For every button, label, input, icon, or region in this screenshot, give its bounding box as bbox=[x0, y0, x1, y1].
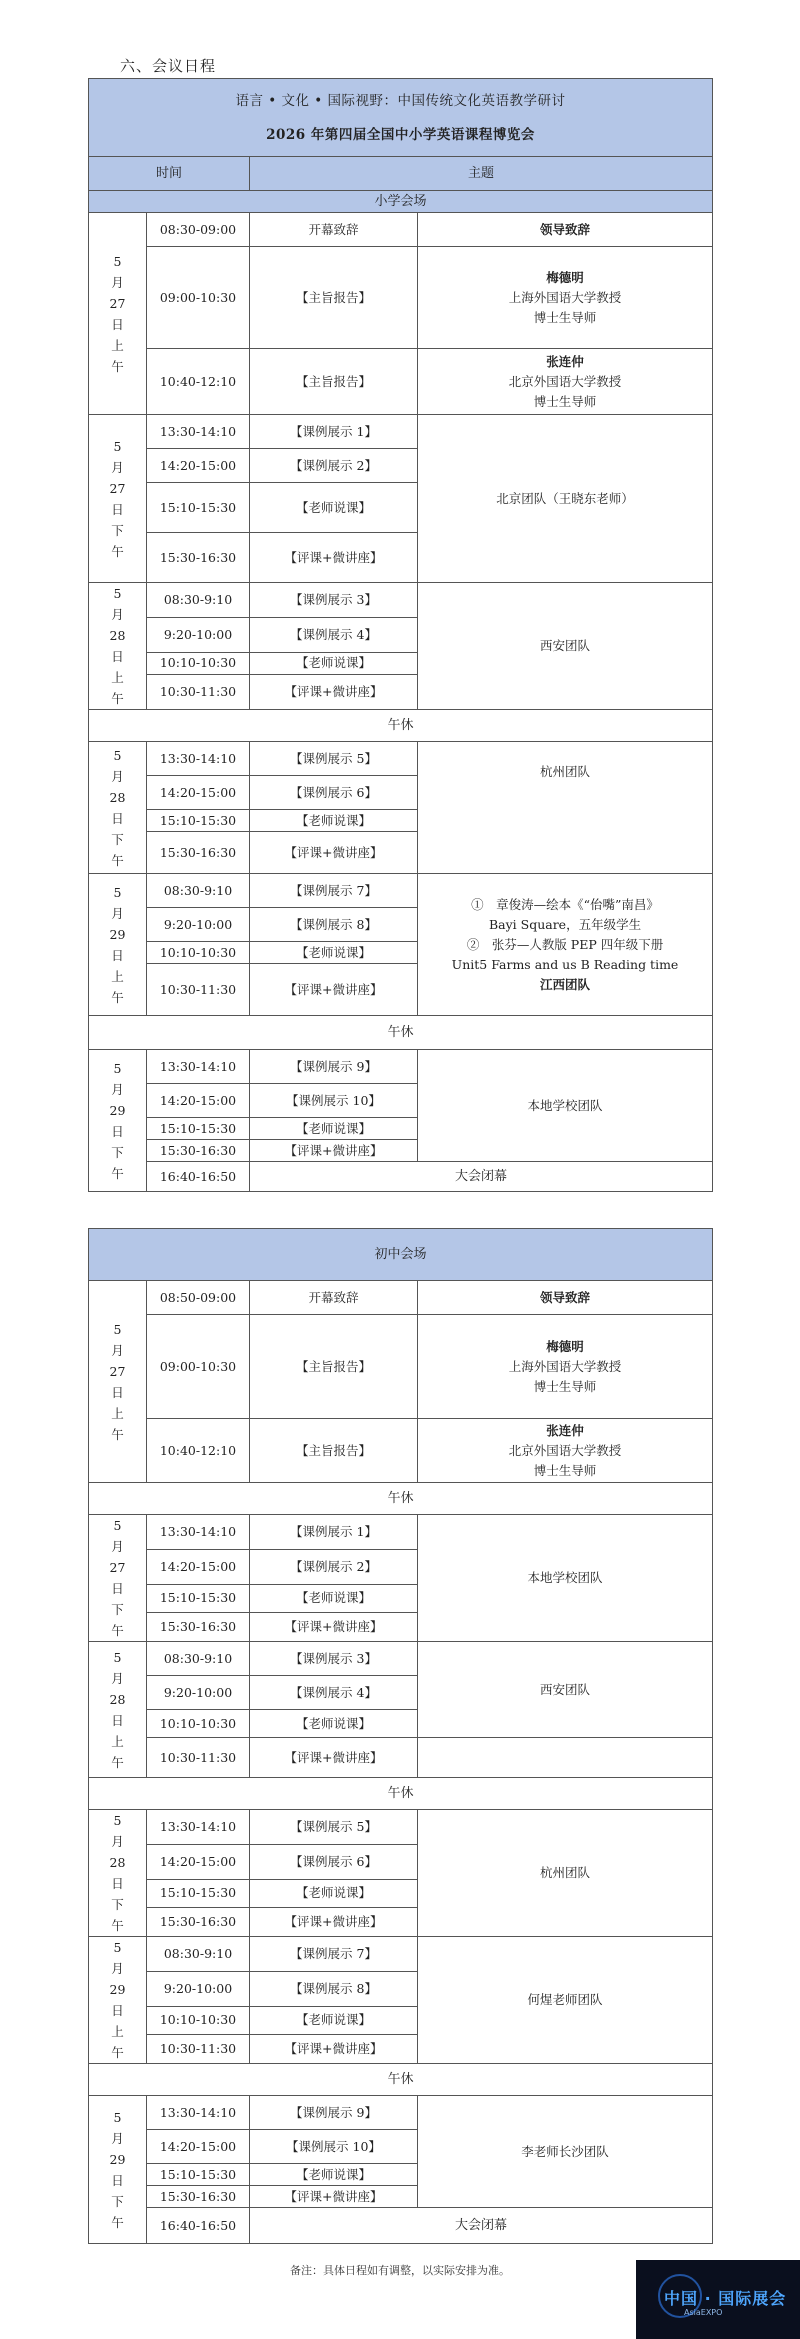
venue-row bbox=[89, 1229, 713, 1281]
title-line-2: 2026 年第四届全国中小学英语课程博览会 bbox=[266, 126, 535, 143]
topic-cell: 【评课+微讲座】 bbox=[250, 2035, 418, 2064]
table-row bbox=[89, 2208, 713, 2244]
time-cell: 13:30-14:10 bbox=[147, 1810, 250, 1845]
date-cell: 5 月 27 日 上 午 bbox=[89, 1281, 147, 1483]
topic-cell: 【课例展示 6】 bbox=[250, 776, 418, 810]
topic-cell: 【课例展示 9】 bbox=[250, 1050, 418, 1084]
time-cell: 08:50-09:00 bbox=[147, 1281, 250, 1315]
junior-schedule-table bbox=[88, 1228, 713, 2244]
watermark-text: 中国 · 国际展会 bbox=[664, 2289, 787, 2308]
lunch-row bbox=[89, 710, 713, 742]
time-cell: 09:00-10:30 bbox=[147, 247, 250, 349]
time-cell: 14:20-15:00 bbox=[147, 1084, 250, 1118]
header-row bbox=[89, 157, 713, 191]
topic-cell: 【课例展示 10】 bbox=[250, 2130, 418, 2164]
time-cell: 08:30-9:10 bbox=[147, 874, 250, 908]
topic-cell: 【课例展示 5】 bbox=[250, 1810, 418, 1845]
topic-cell: 【课例展示 4】 bbox=[250, 617, 418, 652]
table-row bbox=[89, 1515, 713, 1550]
guest-cell: 张连仲 北京外国语大学教授 博士生导师 bbox=[418, 1419, 713, 1483]
date-cell: 5 月 29 日 下 午 bbox=[89, 2096, 147, 2244]
table-row bbox=[89, 1050, 713, 1084]
time-cell: 10:30-11:30 bbox=[147, 964, 250, 1016]
topic-cell: 【课例展示 7】 bbox=[250, 874, 418, 908]
lunch-label: 午休 bbox=[89, 1016, 713, 1050]
time-cell: 08:30-09:00 bbox=[147, 213, 250, 247]
topic-cell: 开幕致辞 bbox=[250, 1281, 418, 1315]
time-cell: 15:30-16:30 bbox=[147, 832, 250, 874]
time-cell: 08:30-9:10 bbox=[147, 1937, 250, 1972]
table-row bbox=[89, 1642, 713, 1676]
time-cell: 13:30-14:10 bbox=[147, 1515, 250, 1550]
time-cell: 16:40-16:50 bbox=[147, 1162, 250, 1192]
guest-cell: ① 章俊涛—绘本《“佁嘴”南昌》 Bayi Square，五年级学生 ② 张芬—人教版 PEP 四年级下册 Unit5 Farms and us B Reading time 江西团队 bbox=[418, 874, 713, 1016]
topic-cell: 【老师说课】 bbox=[250, 810, 418, 832]
date-cell: 5 月 29 日 下 午 bbox=[89, 1050, 147, 1192]
time-cell: 14:20-15:00 bbox=[147, 776, 250, 810]
time-cell: 9:20-10:00 bbox=[147, 1971, 250, 2006]
time-cell: 15:30-16:30 bbox=[147, 1140, 250, 1162]
time-cell: 9:20-10:00 bbox=[147, 908, 250, 942]
topic-cell: 【老师说课】 bbox=[250, 1118, 418, 1140]
table-row bbox=[89, 1315, 713, 1419]
time-cell: 10:30-11:30 bbox=[147, 2035, 250, 2064]
topic-cell: 【评课+微讲座】 bbox=[250, 1613, 418, 1642]
table-row bbox=[89, 415, 713, 449]
topic-cell: 【评课+微讲座】 bbox=[250, 1908, 418, 1937]
lunch-row bbox=[89, 2064, 713, 2096]
date-cell: 5 月 28 日 上 午 bbox=[89, 1642, 147, 1778]
lunch-label: 午休 bbox=[89, 1778, 713, 1810]
topic-cell: 【老师说课】 bbox=[250, 483, 418, 533]
time-cell: 10:10-10:30 bbox=[147, 652, 250, 675]
time-cell: 15:10-15:30 bbox=[147, 1118, 250, 1140]
time-cell: 08:30-9:10 bbox=[147, 1642, 250, 1676]
topic-cell: 【评课+微讲座】 bbox=[250, 1140, 418, 1162]
topic-cell: 【老师说课】 bbox=[250, 1584, 418, 1613]
header-time: 时间 bbox=[89, 157, 250, 191]
guest-cell: 梅德明 上海外国语大学教授 博士生导师 bbox=[418, 1315, 713, 1419]
time-cell: 14:20-15:00 bbox=[147, 1844, 250, 1879]
time-cell: 9:20-10:00 bbox=[147, 617, 250, 652]
table-row bbox=[89, 1162, 713, 1192]
table-row bbox=[89, 1281, 713, 1315]
title-line-1: 语言 • 文化 • 国际视野：中国传统文化英语教学研讨 bbox=[235, 92, 566, 109]
time-cell: 15:10-15:30 bbox=[147, 2164, 250, 2186]
empty-guest-cell bbox=[418, 1738, 713, 1778]
time-cell: 09:00-10:30 bbox=[147, 1315, 250, 1419]
topic-cell: 【老师说课】 bbox=[250, 942, 418, 964]
date-cell: 5 月 29 日 上 午 bbox=[89, 1937, 147, 2064]
venue-label: 初中会场 bbox=[89, 1229, 713, 1281]
time-cell: 9:20-10:00 bbox=[147, 1676, 250, 1710]
table-row bbox=[89, 213, 713, 247]
venue-row bbox=[89, 191, 713, 213]
time-cell: 16:40-16:50 bbox=[147, 2208, 250, 2244]
topic-cell: 【课例展示 2】 bbox=[250, 449, 418, 483]
time-cell: 15:30-16:30 bbox=[147, 2186, 250, 2208]
lunch-row bbox=[89, 1778, 713, 1810]
header-topic: 主题 bbox=[250, 157, 713, 191]
topic-cell: 【评课+微讲座】 bbox=[250, 1738, 418, 1778]
date-cell: 5 月 27 日 下 午 bbox=[89, 415, 147, 583]
watermark-subtext: AsiaEXPO bbox=[684, 2308, 723, 2317]
time-cell: 13:30-14:10 bbox=[147, 1050, 250, 1084]
lunch-row bbox=[89, 1016, 713, 1050]
guest-cell: 西安团队 bbox=[418, 583, 713, 710]
topic-cell: 【评课+微讲座】 bbox=[250, 675, 418, 710]
date-cell: 5 月 28 日 下 午 bbox=[89, 1810, 147, 1937]
time-cell: 13:30-14:10 bbox=[147, 415, 250, 449]
guest-cell: 西安团队 bbox=[418, 1642, 713, 1738]
time-cell: 10:10-10:30 bbox=[147, 2006, 250, 2035]
table-row bbox=[89, 1738, 713, 1778]
time-cell: 15:10-15:30 bbox=[147, 810, 250, 832]
time-cell: 15:10-15:30 bbox=[147, 483, 250, 533]
time-cell: 13:30-14:10 bbox=[147, 742, 250, 776]
topic-cell: 【课例展示 1】 bbox=[250, 1515, 418, 1550]
topic-cell: 【课例展示 4】 bbox=[250, 1676, 418, 1710]
table-title-row bbox=[89, 79, 713, 157]
table-row bbox=[89, 742, 713, 776]
guest-cell: 何煋老师团队 bbox=[418, 1937, 713, 2064]
topic-cell: 【老师说课】 bbox=[250, 1879, 418, 1908]
guest-cell: 杭州团队 bbox=[418, 1810, 713, 1937]
topic-cell: 【课例展示 9】 bbox=[250, 2096, 418, 2130]
guest-cell: 张连仲 北京外国语大学教授 博士生导师 bbox=[418, 349, 713, 415]
date-cell: 5 月 29 日 上 午 bbox=[89, 874, 147, 1016]
topic-cell: 【课例展示 5】 bbox=[250, 742, 418, 776]
time-cell: 08:30-9:10 bbox=[147, 583, 250, 618]
table-row bbox=[89, 1810, 713, 1845]
topic-cell: 【主旨报告】 bbox=[250, 247, 418, 349]
topic-cell: 【课例展示 8】 bbox=[250, 908, 418, 942]
topic-cell: 【老师说课】 bbox=[250, 1710, 418, 1738]
table-row bbox=[89, 2096, 713, 2130]
topic-cell: 【评课+微讲座】 bbox=[250, 533, 418, 583]
guest-cell: 本地学校团队 bbox=[418, 1515, 713, 1642]
lunch-label: 午休 bbox=[89, 710, 713, 742]
date-cell: 5 月 28 日 上 午 bbox=[89, 583, 147, 710]
time-cell: 10:30-11:30 bbox=[147, 675, 250, 710]
table-row bbox=[89, 583, 713, 618]
topic-cell: 【课例展示 10】 bbox=[250, 1084, 418, 1118]
time-cell: 14:20-15:00 bbox=[147, 1549, 250, 1584]
guest-cell: 本地学校团队 bbox=[418, 1050, 713, 1162]
time-cell: 10:10-10:30 bbox=[147, 942, 250, 964]
time-cell: 15:10-15:30 bbox=[147, 1879, 250, 1908]
time-cell: 15:30-16:30 bbox=[147, 1613, 250, 1642]
topic-cell: 【老师说课】 bbox=[250, 652, 418, 675]
section-heading: 六、会议日程 bbox=[120, 57, 217, 75]
topic-cell: 【老师说课】 bbox=[250, 2164, 418, 2186]
watermark-logo bbox=[636, 2260, 800, 2339]
table-row bbox=[89, 1419, 713, 1483]
time-cell: 14:20-15:00 bbox=[147, 449, 250, 483]
time-cell: 15:30-16:30 bbox=[147, 1908, 250, 1937]
table-row bbox=[89, 874, 713, 908]
topic-cell: 【评课+微讲座】 bbox=[250, 2186, 418, 2208]
time-cell: 10:40-12:10 bbox=[147, 1419, 250, 1483]
guest-cell: 杭州团队 bbox=[418, 742, 713, 874]
topic-cell: 【课例展示 6】 bbox=[250, 1844, 418, 1879]
date-cell: 5 月 27 日 下 午 bbox=[89, 1515, 147, 1642]
time-cell: 10:10-10:30 bbox=[147, 1710, 250, 1738]
table-row bbox=[89, 1937, 713, 1972]
topic-cell: 【评课+微讲座】 bbox=[250, 964, 418, 1016]
guest-cell: 北京团队（王晓东老师） bbox=[418, 415, 713, 583]
topic-cell: 【课例展示 8】 bbox=[250, 1971, 418, 2006]
time-cell: 13:30-14:10 bbox=[147, 2096, 250, 2130]
footnote: 备注：具体日程如有调整，以实际安排为准。 bbox=[290, 2264, 510, 2277]
topic-cell: 【主旨报告】 bbox=[250, 1419, 418, 1483]
closing-cell: 大会闭幕 bbox=[250, 1162, 713, 1192]
time-cell: 10:30-11:30 bbox=[147, 1738, 250, 1778]
table-row bbox=[89, 349, 713, 415]
lunch-label: 午休 bbox=[89, 2064, 713, 2096]
time-cell: 10:40-12:10 bbox=[147, 349, 250, 415]
table-row bbox=[89, 247, 713, 349]
guest-cell: 梅德明 上海外国语大学教授 博士生导师 bbox=[418, 247, 713, 349]
lunch-label: 午休 bbox=[89, 1483, 713, 1515]
topic-cell: 【课例展示 2】 bbox=[250, 1549, 418, 1584]
time-cell: 14:20-15:00 bbox=[147, 2130, 250, 2164]
time-cell: 15:10-15:30 bbox=[147, 1584, 250, 1613]
topic-cell: 【主旨报告】 bbox=[250, 1315, 418, 1419]
topic-cell: 【课例展示 1】 bbox=[250, 415, 418, 449]
topic-cell: 【老师说课】 bbox=[250, 2006, 418, 2035]
topic-cell: 【课例展示 7】 bbox=[250, 1937, 418, 1972]
guest-cell: 领导致辞 bbox=[418, 1281, 713, 1315]
table-title bbox=[89, 79, 713, 157]
primary-schedule-table bbox=[88, 78, 713, 1192]
guest-cell: 李老师长沙团队 bbox=[418, 2096, 713, 2208]
time-cell: 15:30-16:30 bbox=[147, 533, 250, 583]
topic-cell: 【课例展示 3】 bbox=[250, 1642, 418, 1676]
guest-cell: 领导致辞 bbox=[418, 213, 713, 247]
topic-cell: 【评课+微讲座】 bbox=[250, 832, 418, 874]
closing-cell: 大会闭幕 bbox=[250, 2208, 713, 2244]
lunch-row bbox=[89, 1483, 713, 1515]
topic-cell: 【主旨报告】 bbox=[250, 349, 418, 415]
date-cell: 5 月 28 日 下 午 bbox=[89, 742, 147, 874]
date-cell: 5 月 27 日 上 午 bbox=[89, 213, 147, 415]
venue-label: 小学会场 bbox=[89, 191, 713, 213]
topic-cell: 【课例展示 3】 bbox=[250, 583, 418, 618]
topic-cell: 开幕致辞 bbox=[250, 213, 418, 247]
